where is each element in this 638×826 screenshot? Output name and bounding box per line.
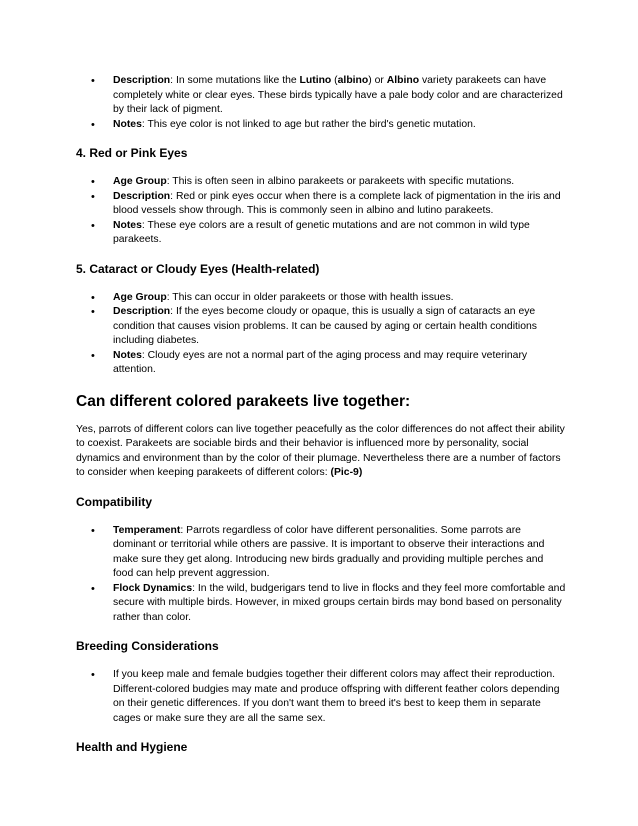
section-heading-breeding: Breeding Considerations bbox=[76, 639, 219, 653]
list-item: • Notes: Cloudy eyes are not a normal part of the aging process and may require veterinary attention. bbox=[76, 349, 566, 378]
list-item: • Age Group: This can occur in older parakeets or those with health issues. bbox=[76, 291, 566, 306]
picture-reference: (Pic-9) bbox=[330, 467, 363, 478]
compatibility-list bbox=[76, 524, 566, 626]
cataract-list bbox=[76, 291, 566, 378]
albino-list bbox=[76, 74, 566, 132]
section-heading-red-eyes: 4. Red or Pink Eyes bbox=[76, 146, 188, 160]
list-item: • Description: In some mutations like the Lutino (albino) or Albino variety parakeets can have completely white or clear eyes. These birds typically have a pale body color and are characterized by their lack of pigment. bbox=[76, 74, 566, 118]
list-item: • Description: If the eyes become cloudy or opaque, this is usually a sign of cataracts an eye condition that causes vision problems. It can be caused by aging or certain health conditions including diabetes. bbox=[76, 305, 566, 349]
live-together-paragraph: Yes, parrots of different colors can live together peacefully as the color differences do not affect their ability to coexist. Parakeets are sociable birds and their behavior is influenced more by personality, social dynamics and environment than by the color of their plumage. Nevertheless there are a number of factors to consider when keeping parakeets of different colors: (Pic-9) bbox=[76, 423, 565, 478]
list-item: • Age Group: This is often seen in albino parakeets or parakeets with specific mutations. bbox=[76, 175, 566, 190]
list-item: • If you keep male and female budgies together their different colors may affect their reproduction. Different-colored budgies may mate and produce offspring with different feather colors depending on their genetic differences. If you don't want them to breed it's best to keep them in separate cages or make sure they are all the same sex. bbox=[76, 668, 566, 726]
red-eyes-list bbox=[76, 175, 566, 248]
section-heading-cataract: 5. Cataract or Cloudy Eyes (Health-related) bbox=[76, 261, 320, 276]
list-item: • Temperament: Parrots regardless of color have different personalities. Some parrots are dominant or territorial while others are passive. It is important to observe their interactions and make sure they get along. Introducing new birds gradually and providing multiple perches and food can help prevent aggression. bbox=[76, 524, 566, 582]
breeding-list bbox=[76, 668, 566, 726]
section-heading-health: Health and Hygiene bbox=[76, 740, 188, 754]
list-item: • Flock Dynamics: In the wild, budgerigars tend to live in flocks and they feel more comfortable and secure with multiple birds. However, in mixed groups certain birds may bond based on personality rather than color. bbox=[76, 582, 566, 626]
section-heading-compatibility: Compatibility bbox=[76, 494, 153, 509]
list-item: • Notes: These eye colors are a result of genetic mutations and are not common in wild type parakeets. bbox=[76, 219, 566, 248]
document-content bbox=[76, 74, 566, 755]
list-item: • Description: Red or pink eyes occur when there is a complete lack of pigmentation in the iris and blood vessels show through. This is commonly seen in albino and lutino parakeets. bbox=[76, 190, 566, 219]
list-item: • Notes: This eye color is not linked to age but rather the bird's genetic mutation. bbox=[76, 118, 566, 133]
section-heading-live-together: Can different colored parakeets live together: bbox=[76, 392, 411, 410]
